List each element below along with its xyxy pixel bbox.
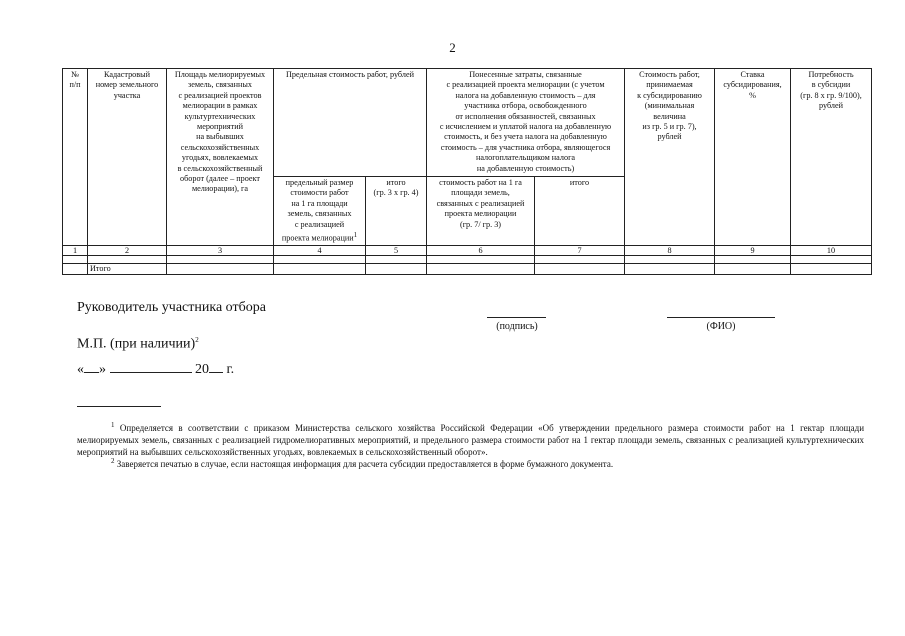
column-number: 8 bbox=[625, 246, 715, 256]
column-number: 9 bbox=[715, 246, 791, 256]
column-number: 4 bbox=[274, 246, 366, 256]
header-subsidy-need: Потребность в субсидии (гр. 8 х гр. 9/100), рублей bbox=[791, 69, 872, 246]
footnote-separator bbox=[77, 406, 161, 407]
name-caption: (ФИО) bbox=[706, 321, 736, 332]
column-number: 1 bbox=[63, 246, 88, 256]
footnote-mark-1: 1 bbox=[353, 231, 358, 240]
column-number: 7 bbox=[535, 246, 625, 256]
header-cadastral-number: Кадастровый номер земельного участка bbox=[88, 69, 167, 246]
header-incurred-total: итого bbox=[535, 177, 625, 246]
subsidy-table bbox=[62, 68, 872, 275]
page-number: 2 bbox=[449, 40, 456, 55]
footnote-2: $^2$ Заверяется печатью в случае, если настоящая информация для расчета субсидии предоставляется в форме бумажного документа. bbox=[111, 457, 614, 469]
column-number: 3 bbox=[167, 246, 274, 256]
footnote-mark-2: 2 bbox=[195, 336, 199, 344]
column-number: 2 bbox=[88, 246, 167, 256]
footnote-1: $^1$ Определяется в соответствии с приказом Министерства сельского хозяйства Российской Федерации «Об утверждении предельного размера стоимости работ на 1 гектар площади мелиорируемых земель, связанных с реализацией гидромелиоративных мероприятий, и предельного размера стоимости работ на 1 гектар площади земель, связанных с реализацией культуртехнических мероприятий на выбывших сельскохозяйственных угодьях, вовлекаемых в сельскохозяйственный оборот». bbox=[77, 421, 865, 457]
header-cost-per-ha: стоимость работ на 1 га площади земель, связанных с реализацией проекта мелиорации (гр. 7/ гр. 3) bbox=[427, 177, 535, 246]
column-number: 5 bbox=[366, 246, 427, 256]
total-row bbox=[63, 264, 872, 275]
total-label: Итого bbox=[88, 264, 167, 275]
column-numbers-row bbox=[63, 246, 872, 256]
signature-line bbox=[487, 317, 546, 318]
manager-title: Руководитель участника отбора bbox=[77, 300, 266, 315]
column-number: 6 bbox=[427, 246, 535, 256]
name-line bbox=[667, 317, 775, 318]
header-incurred-costs: Понесенные затраты, связанные с реализацией проекта мелиорации (с учетом налога на добавленную стоимость – для участника отбора, освобожденного от исполнения обязанностей, связанных с исчислением и уплатой налога на добавленную стоимость, и без учета налога на добавленную стоимость – для участника отбора, являющегося налогоплательщиком налога на добавленную стоимость) bbox=[427, 69, 625, 177]
header-subsidized-cost: Стоимость работ, принимаемая к субсидированию (минимальная величина из гр. 5 и гр. 7), рублей bbox=[625, 69, 715, 246]
header-max-cost: Предельная стоимость работ, рублей bbox=[274, 69, 427, 177]
date-line: « » 20 г. bbox=[77, 362, 235, 377]
column-number: 10 bbox=[791, 246, 872, 256]
header-max-cost-per-ha: предельный размер стоимости работ на 1 га площади земель, связанных с реализацией проекта мелиорации$^1$ bbox=[274, 177, 366, 246]
table-row bbox=[63, 256, 872, 264]
header-max-cost-total: итого (гр. 3 х гр. 4) bbox=[366, 177, 427, 246]
header-area: Площадь мелиорируемых земель, связанных с реализацией проектов мелиорации в рамках культуртехнических мероприятий на выбывших сельскохозяйственных угодьях, вовлекаемых в сельскохозяйственный оборот (далее – проект мелиорации), га bbox=[167, 69, 274, 246]
signature-caption: (подпись) bbox=[496, 321, 538, 332]
stamp-place: М.П. (при наличии)$^2$ bbox=[77, 336, 199, 352]
header-row-number: № п/п bbox=[63, 69, 88, 246]
header-subsidy-rate: Ставка субсидирования, % bbox=[715, 69, 791, 246]
